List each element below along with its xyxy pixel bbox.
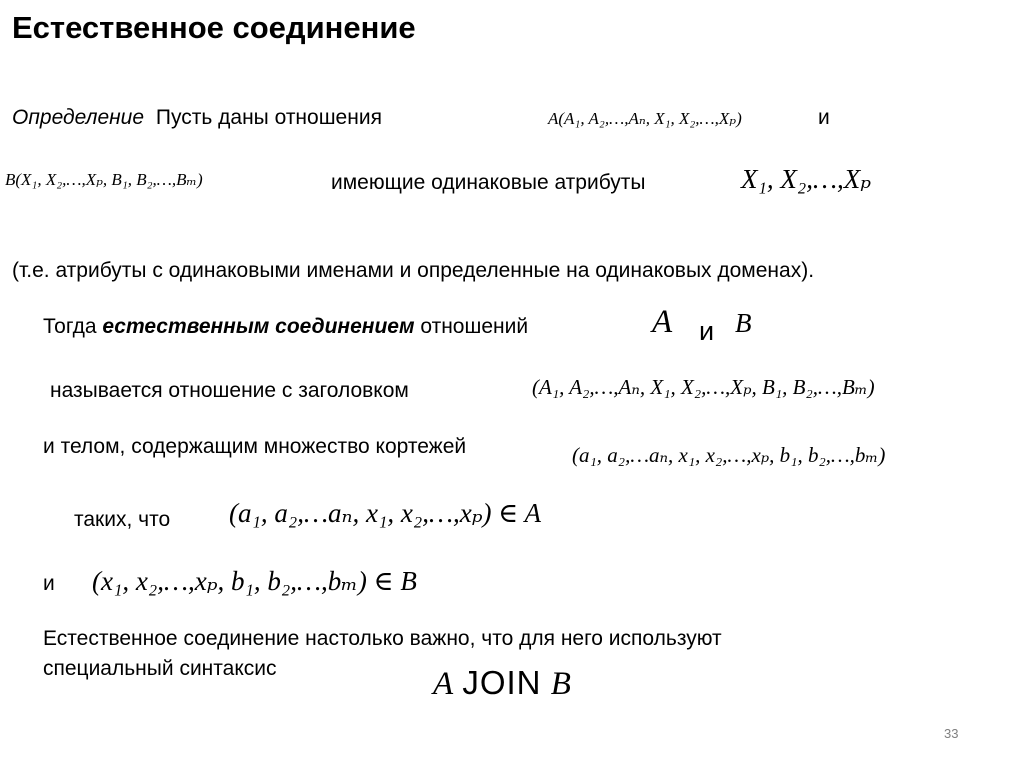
importance-text-2: специальный синтаксис bbox=[43, 657, 277, 680]
join-operand-b: B bbox=[550, 666, 571, 702]
and-text: и bbox=[43, 572, 55, 595]
tuple-formula: (a₁, a₂,…aₙ, x₁, x₂,…,xₚ, b₁, b₂,…,bₘ) bbox=[572, 443, 886, 467]
symbol-b: B bbox=[735, 308, 752, 338]
common-attributes-text: имеющие одинаковые атрибуты bbox=[331, 171, 646, 194]
join-operand-a: A bbox=[433, 666, 454, 702]
relation-b-formula: B(X₁, X₂,…,Xₚ, B₁, B₂,…,Bₘ) bbox=[5, 170, 203, 189]
body-text: и телом, содержащим множество кортежей bbox=[43, 435, 467, 458]
relation-a-formula: A(A₁, A₂,…,Aₙ, X₁, X₂,…,Xₚ) bbox=[548, 109, 742, 128]
slide-title: Естественное соединение bbox=[12, 10, 416, 45]
such-that-text: таких, что bbox=[74, 508, 171, 531]
in-b-formula: (x₁, x₂,…,xₚ, b₁, b₂,…,bₘ) ∈ B bbox=[92, 566, 417, 596]
relations-word: отношений bbox=[420, 315, 529, 338]
conjunction-and-2: и bbox=[699, 316, 715, 346]
natural-join-definition bbox=[43, 315, 528, 339]
attributes-note: (т.е. атрибуты с одинаковыми именами и определенные на одинаковых доменах). bbox=[12, 259, 815, 282]
conjunction-and-1: и bbox=[818, 106, 830, 129]
page-number: 33 bbox=[944, 726, 959, 741]
in-a-formula: (a₁, a₂,…aₙ, x₁, x₂,…,xₚ) ∈ A bbox=[229, 498, 541, 528]
symbol-a: A bbox=[652, 304, 673, 340]
join-syntax bbox=[433, 664, 571, 703]
importance-text-1: Естественное соединение настолько важно, что для него используют bbox=[43, 627, 722, 650]
join-keyword: JOIN bbox=[462, 664, 542, 701]
header-text: называется отношение с заголовком bbox=[50, 379, 409, 402]
common-attributes-formula: X₁, X₂,…,Xₚ bbox=[741, 164, 872, 194]
then-word: Тогда bbox=[43, 315, 97, 338]
definition-line bbox=[12, 106, 382, 130]
natural-join-term: естественным соединением bbox=[102, 315, 415, 338]
definition-label: Определение bbox=[12, 106, 145, 129]
definition-text: Пусть даны отношения bbox=[155, 106, 382, 129]
header-formula: (A₁, A₂,…,Aₙ, X₁, X₂,…,Xₚ, B₁, B₂,…,Bₘ) bbox=[532, 375, 875, 399]
